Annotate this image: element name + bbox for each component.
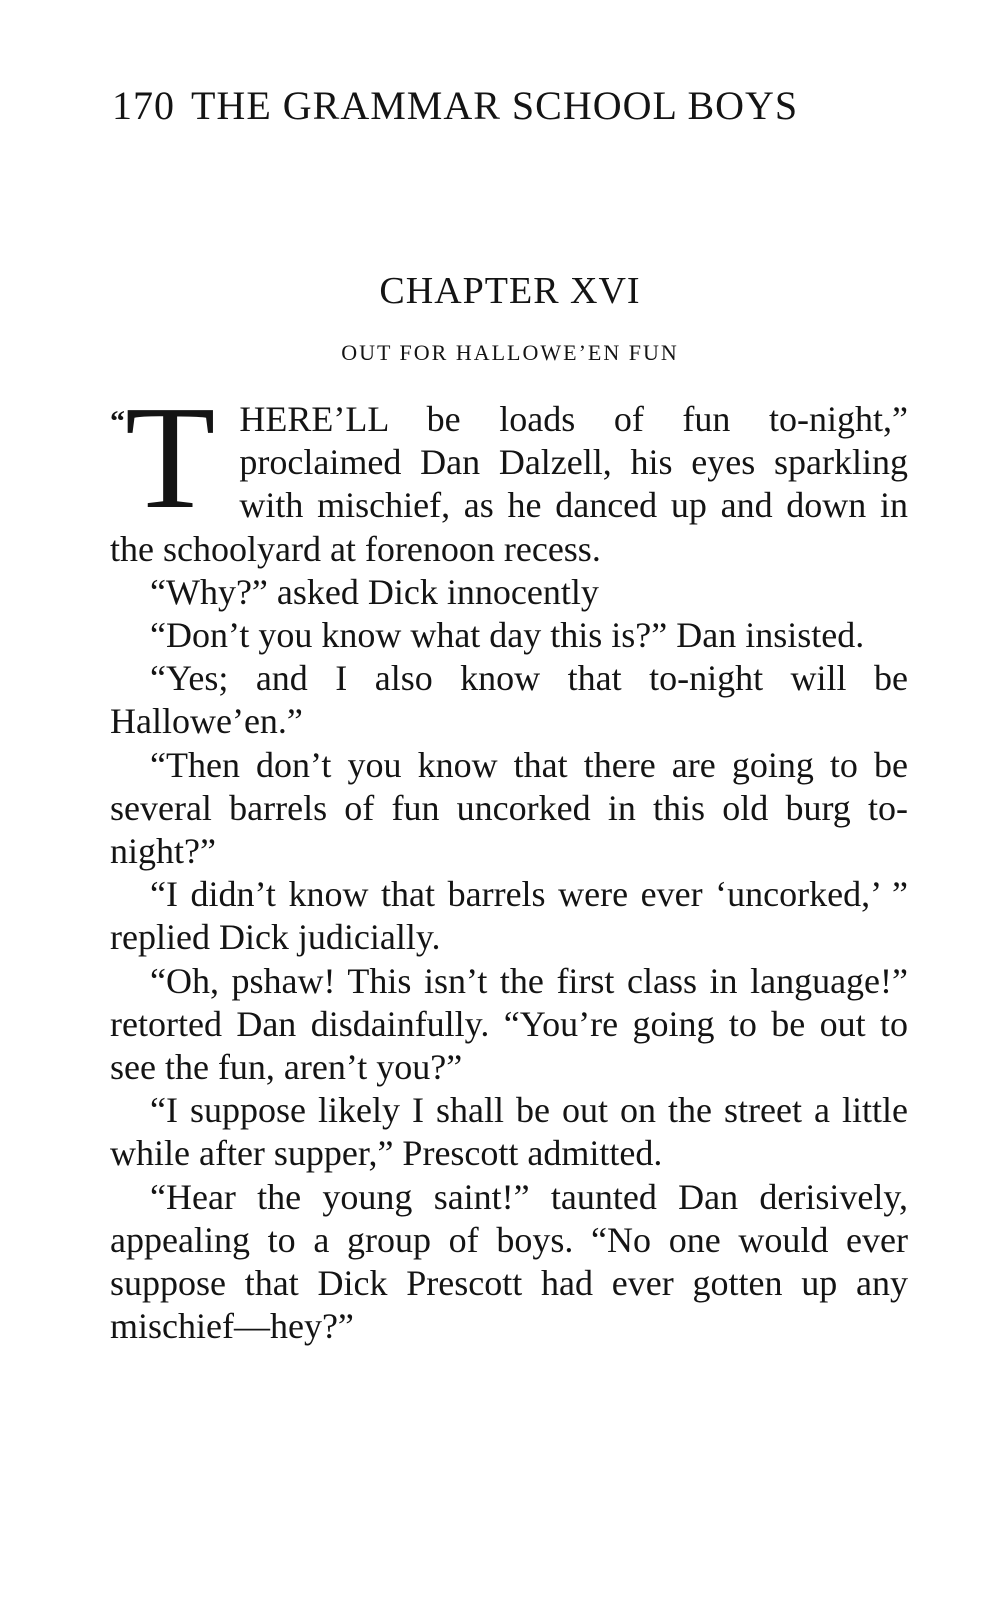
paragraph: “Yes; and I also know that to-night will be Hallowe’en.” xyxy=(110,658,908,742)
drop-cap-quote: “ xyxy=(110,405,125,438)
paragraph-text: HERE’LL be loads of fun to-night,” proclaimed Dan Dalzell, his eyes sparkling with mischief, as he danced up and down in the schoolyard at forenoon recess. xyxy=(110,399,908,569)
paragraph: “Don’t you know what day this is?” Dan insisted. xyxy=(150,615,865,656)
paragraph: “Then don’t you know that there are going to be several barrels of fun uncorked in this old burg to-night?” xyxy=(110,744,908,872)
body-text xyxy=(110,376,908,1348)
paragraph: “Why?” asked Dick innocently xyxy=(150,571,599,612)
chapter-number: CHAPTER XVI xyxy=(379,270,641,312)
paragraph: “Oh, pshaw! This isn’t the first class in language!” retorted Dan disdainfully. “You’re going to be out to see the fun, aren’t you?” xyxy=(110,960,908,1088)
chapter-title: OUT FOR HALLOWE’EN FUN xyxy=(341,340,679,365)
book-title: THE GRAMMAR SCHOOL BOYS xyxy=(191,83,799,128)
page-number: 170 xyxy=(112,83,175,128)
paragraph xyxy=(110,376,908,571)
drop-cap: T xyxy=(125,376,216,540)
running-head xyxy=(112,83,799,128)
paragraph: “I didn’t know that barrels were ever ‘uncorked,’ ” replied Dick judicially. xyxy=(110,874,908,958)
paragraph: “Hear the young saint!” taunted Dan derisively, appealing to a group of boys. “No one would ever suppose that Dick Prescott had ever gotten up any mischief—hey?” xyxy=(110,1176,908,1347)
paragraph: “I suppose likely I shall be out on the street a little while after supper,” Prescott admitted. xyxy=(110,1090,908,1174)
